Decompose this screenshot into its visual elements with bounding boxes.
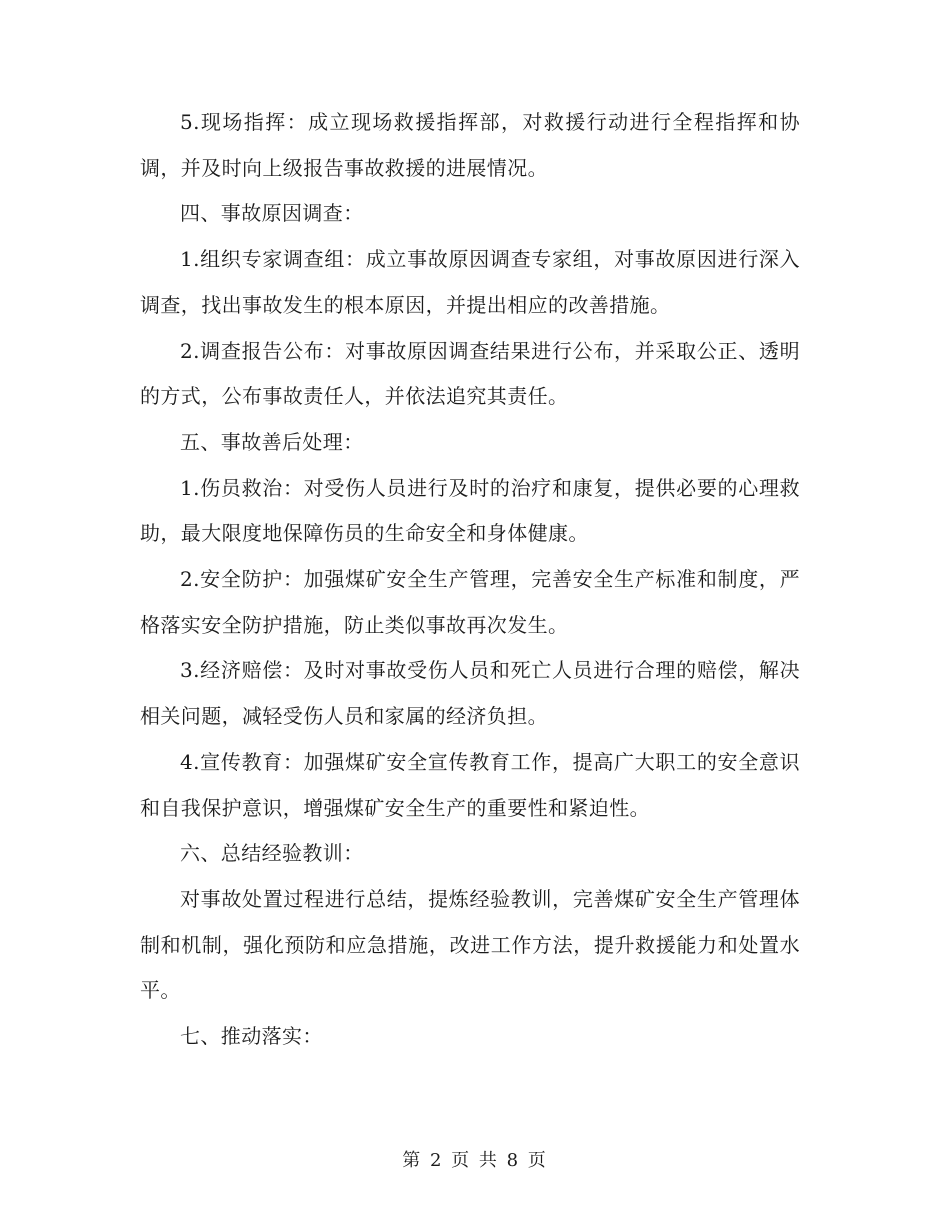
paragraph-lessons-summary: 对事故处置过程进行总结，提炼经验教训，完善煤矿安全生产管理体制和机制，强化预防和应急措施，改进工作方法，提升救援能力和处置水平。 <box>140 886 800 1003</box>
document-body <box>140 100 800 1060</box>
paragraph-publicity-education: 4.宣传教育：加强煤矿安全宣传教育工作，提高广大职工的安全意识和自我保护意识，增强煤矿安全生产的重要性和紧迫性。 <box>140 749 800 820</box>
paragraph-on-site-command: 5.现场指挥：成立现场救援指挥部，对救援行动进行全程指挥和协调，并及时向上级报告事故救援的进展情况。 <box>140 110 800 180</box>
paragraph-casualty-treatment: 1.伤员救治：对受伤人员进行及时的治疗和康复，提供必要的心理救助，最大限度地保障伤员的生命安全和身体健康。 <box>140 475 800 546</box>
section-heading-cause-investigation: 四、事故原因调查： <box>180 201 364 226</box>
section-heading-lessons-learned: 六、总结经验教训： <box>180 841 364 866</box>
section-heading-implementation: 七、推动落实： <box>180 1024 323 1049</box>
paragraph-safety-protection: 2.安全防护：加强煤矿安全生产管理，完善安全生产标准和制度，严格落实安全防护措施，防止类似事故再次发生。 <box>140 567 800 637</box>
paragraph-economic-compensation: 3.经济赔偿：及时对事故受伤人员和死亡人员进行合理的赔偿，解决相关问题，减轻受伤人员和家属的经济负担。 <box>140 658 800 729</box>
paragraph-report-publication: 2.调查报告公布：对事故原因调查结果进行公布，并采取公正、透明的方式，公布事故责任人，并依法追究其责任。 <box>140 338 800 409</box>
page-number-footer: 第 2 页 共 8 页 <box>402 1150 548 1171</box>
section-heading-aftermath-handling: 五、事故善后处理： <box>180 429 364 454</box>
paragraph-expert-investigation-team: 1.组织专家调查组：成立事故原因调查专家组，对事故原因进行深入调查，找出事故发生的根本原因，并提出相应的改善措施。 <box>140 247 800 317</box>
